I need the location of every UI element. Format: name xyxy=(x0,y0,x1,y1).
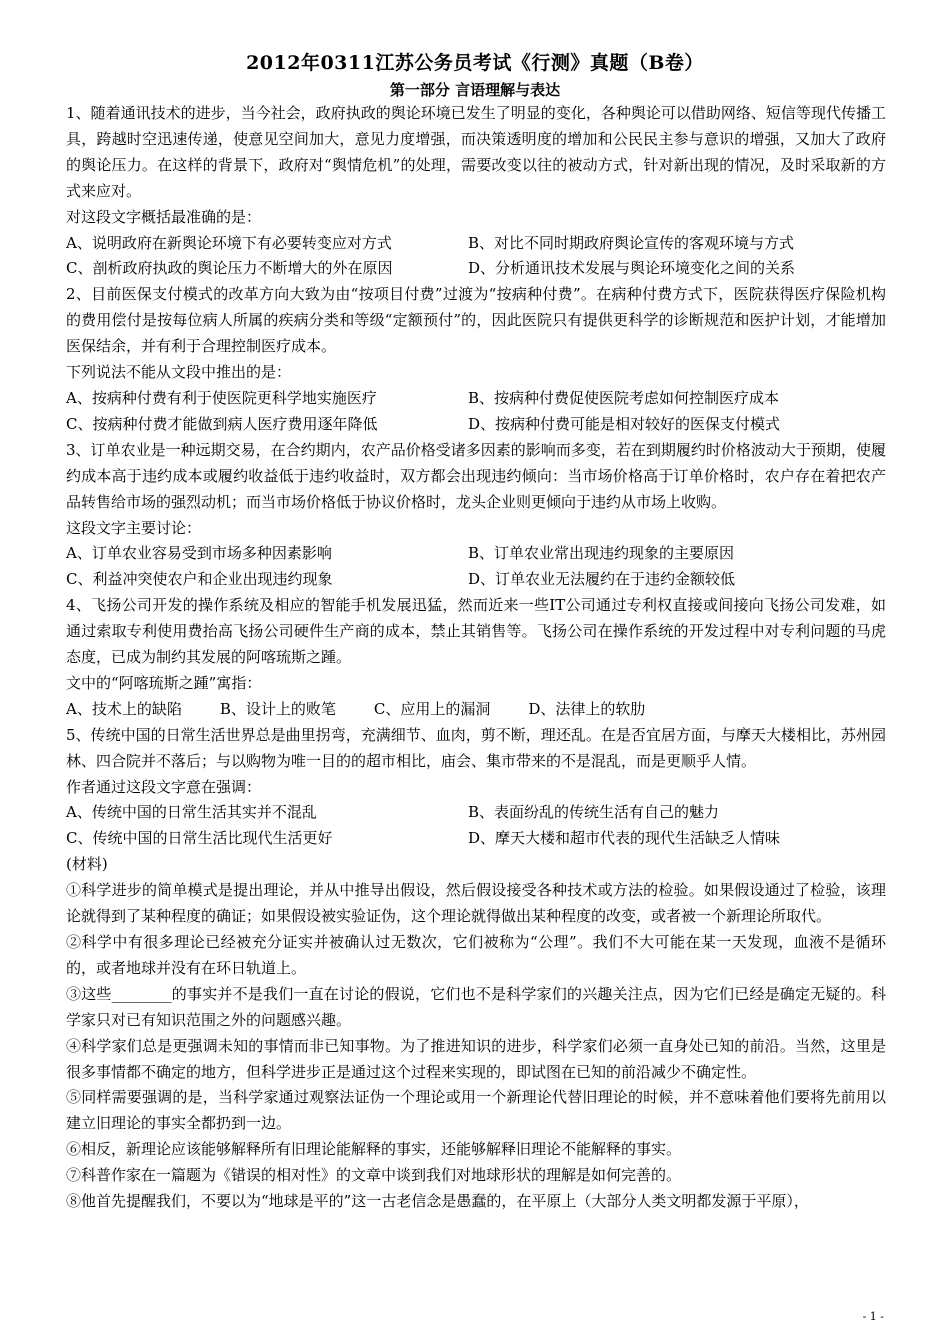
option-c: C、应用上的漏洞 xyxy=(373,699,491,718)
question-3-options-row-1 xyxy=(66,541,886,567)
document-body xyxy=(66,101,886,1215)
material-paragraph-7: ⑦科普作家在一篇题为《错误的相对性》的文章中谈到我们对地球形状的理解是如何完善的。 xyxy=(66,1166,682,1185)
question-5-options-row-2 xyxy=(66,826,886,852)
material-paragraph-6: ⑥相反，新理论应该能够解释所有旧理论能解释的事实，还能够解释旧理论不能解释的事实。 xyxy=(66,1140,682,1159)
question-4-options-row xyxy=(66,697,886,723)
option-b: B、设计上的败笔 xyxy=(219,699,336,718)
question-2-options-row-1 xyxy=(66,386,886,412)
question-4-text: 4、飞扬公司开发的操作系统及相应的智能手机发展迅猛，然而近来一些IT公司通过专利权直接或间接向飞扬公司发难，如通过索取专利使用费抬高飞扬公司硬件生产商的成本，禁止其销售等。飞扬公司在操作系统的开发过程中对专利问题的马虎态度，已成为制约其发展的阿喀琉斯之踵。 xyxy=(66,596,886,667)
option-c: C、利益冲突使农户和企业出现违约现象 xyxy=(66,570,333,589)
option-a: A、传统中国的日常生活其实并不混乱 xyxy=(66,803,317,822)
option-d: D、订单农业无法履约在于违约金额较低 xyxy=(468,570,736,589)
option-b: B、对比不同时期政府舆论宣传的客观环境与方式 xyxy=(468,233,795,252)
question-1-prompt: 对这段文字概括最准确的是： xyxy=(66,207,262,226)
question-5-text: 5、传统中国的日常生活世界总是曲里拐弯，充满细节、血肉，剪不断，理还乱。在是否宜居方面，与摩天大楼相比，苏州园林、四合院并不落后；与以购物为唯一目的的超市相比，庙会、集市带来的不是混乱，而是更顺乎人情。 xyxy=(66,725,886,770)
option-d: D、分析通讯技术发展与舆论环境变化之间的关系 xyxy=(468,259,796,278)
material-paragraph-8: ⑧他首先提醒我们，不要以为“地球是平的”这一古老信念是愚蠢的，在平原上（大部分人类文明都发源于平原）， xyxy=(66,1192,809,1211)
question-1-text: 1、随着通讯技术的进步，当今社会，政府执政的舆论环境已发生了明显的变化，各种舆论可以借助网络、短信等现代传播工具，跨越时空迅速传递，使意见空间加大，意见力度增强，而决策透明度的增加和公民民主参与意识的增强，又加大了政府的舆论压力。在这样的背景下，政府对“舆情危机”的处理，需要改变以往的被动方式，针对新出现的情况，及时采取新的方式来应对。 xyxy=(66,104,886,200)
option-b: B、按病种付费促使医院考虑如何控制医疗成本 xyxy=(468,388,780,407)
option-a: A、按病种付费有利于使医院更科学地实施医疗 xyxy=(66,388,377,407)
question-2-text: 2、目前医保支付模式的改革方向大致为由“按项目付费”过渡为“按病种付费”。在病种付费方式下，医院获得医疗保险机构的费用偿付是按每位病人所属的疾病分类和等级“定额预付”的，因此医院只有提供更科学的诊断规范和医护计划，才能增加医保结余，并有利于合理控制医疗成本。 xyxy=(66,285,886,356)
page-title: 2012年0311江苏公务员考试《行测》真题（B卷） xyxy=(246,52,704,74)
option-c: C、剖析政府执政的舆论压力不断增大的外在原因 xyxy=(66,259,393,278)
option-a: A、订单农业容易受到市场多种因素影响 xyxy=(66,544,332,563)
material-label: (材料) xyxy=(66,855,108,874)
option-a: A、说明政府在新舆论环境下有必要转变应对方式 xyxy=(66,233,392,252)
option-a: A、技术上的缺陷 xyxy=(66,699,182,718)
option-c: C、按病种付费才能做到病人医疗费用逐年降低 xyxy=(66,414,378,433)
option-b: B、表面纷乱的传统生活有自己的魅力 xyxy=(468,803,720,822)
question-2-prompt: 下列说法不能从文段中推出的是： xyxy=(66,363,292,382)
question-3-options-row-2 xyxy=(66,567,886,593)
question-1-options-row-1 xyxy=(66,231,886,257)
material-paragraph-2: ②科学中有很多理论已经被充分证实并被确认过无数次，它们被称为“公理”。我们不大可能在某一天发现，血液不是循环的，或者地球并没有在环日轨道上。 xyxy=(66,933,886,977)
question-5-prompt: 作者通过这段文字意在强调： xyxy=(66,777,262,796)
question-1-options-row-2 xyxy=(66,256,886,282)
material-paragraph-1: ①科学进步的简单模式是提出理论，并从中推导出假设，然后假设接受各种技术或方法的检验。如果假设通过了检验，该理论就得到了某种程度的确证；如果假设被实验证伪，这个理论就得做出某种程度的改变，或者被一个新理论所取代。 xyxy=(66,881,886,926)
section-heading: 第一部分 言语理解与表达 xyxy=(389,81,561,99)
question-5-options-row-1 xyxy=(66,800,886,826)
question-3-prompt: 这段文字主要讨论： xyxy=(66,518,202,537)
material-paragraph-4: ④科学家们总是更强调未知的事情而非已知事物。为了推进知识的进步，科学家们必须一直身处已知的前沿。当然，这里是很多事情都不确定的地方，但科学进步正是通过这个过程来实现的，即试图在已知的前沿减少不确定性。 xyxy=(66,1036,886,1081)
material-paragraph-3: ③这些________的事实并不是我们一直在讨论的假说，它们也不是科学家们的兴趣关注点，因为它们已经是确定无疑的。科学家只对已有知识范围之外的问题感兴趣。 xyxy=(66,984,886,1029)
option-b: B、订单农业常出现违约现象的主要原因 xyxy=(468,544,735,563)
question-4-prompt: 文中的“阿喀琉斯之踵”寓指： xyxy=(66,673,262,692)
question-3-text: 3、订单农业是一种远期交易，在合约期内，农产品价格受诸多因素的影响而多变，若在到期履约时价格波动大于预期，使履约成本高于违约成本或履约收益低于违约收益时，双方都会出现违约倾向：当市场价格高于订单价格时，农户存在着把农产品转售给市场的强烈动机；而当市场价格低于协议价格时，龙头企业则更倾向于违约从市场上收购。 xyxy=(66,440,886,511)
material-paragraph-5: ⑤同样需要强调的是，当科学家通过观察法证伪一个理论或用一个新理论代替旧理论的时候，并不意味着他们要将先前用以建立旧理论的事实全都扔到一边。 xyxy=(66,1088,886,1133)
option-d: D、法律上的软肋 xyxy=(528,699,646,718)
option-d: D、按病种付费可能是相对较好的医保支付模式 xyxy=(468,414,781,433)
option-c: C、传统中国的日常生活比现代生活更好 xyxy=(66,829,333,848)
page-number: - 1 - xyxy=(862,1310,884,1323)
option-d: D、摩天大楼和超市代表的现代生活缺乏人情味 xyxy=(468,829,781,848)
question-2-options-row-2 xyxy=(66,412,886,438)
